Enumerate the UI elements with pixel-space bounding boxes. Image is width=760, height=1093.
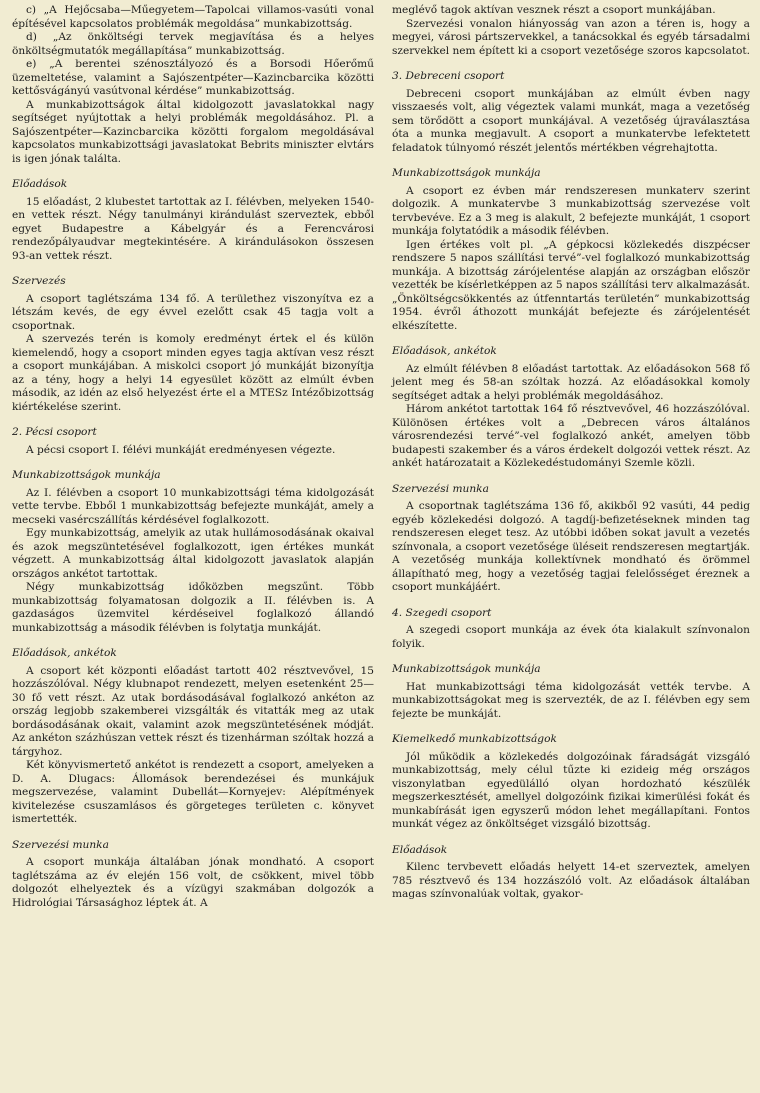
paragraph: Hat munkabizottsági téma kidolgozását vették tervbe. A munkabizottságokat meg is szervezték, de az I. félévben egy sem fejezte be munkáját. (392, 680, 750, 720)
section-heading-eloadasok-anketok: Előadások, ankétok (12, 647, 117, 659)
section-heading-szervezesi-munka: Szervezési munka (392, 482, 489, 495)
section-heading-pecsi-csoport: 2. Pécsi csoport (12, 426, 97, 438)
paragraph: A csoport két központi előadást tartott 402 résztvevővel, 15 hozzászólóval. Négy klubnapot rendezett, melyen esetenként 25—30 fő vett részt. Az utak bordásodásával foglalkozó ankéton az ország legjobb szakemberei vizsgálták és vitatták meg az utak bordásodásának okait, valamint azok megszüntetésének módját. Az ankéton százhúszan vettek részt és tizenhárman szóltak hozzá a tárgyhoz. (12, 664, 374, 758)
paragraph: A pécsi csoport I. félévi munkáját eredményesen végezte. (26, 443, 336, 456)
paragraph: Szervezési vonalon hiányosság van azon a téren is, hogy a megyei, városi pártszervekkel, a tanácsokkal és egyéb társadalmi szervekkel nem épített ki a csoport vezetősége szoros kapcsolatot. (392, 17, 751, 57)
paragraph: Debreceni csoport munkájában az elmúlt évben nagy visszaesés volt, alig végeztek valami munkát, maga a vezetőség sem törődött a csoport munkájával. A vezetőség újraválasztása óta a munka megjavult. A csoport a munkatervbe lefektetett feladatok túlnyomó részét jelentős mértékben végrehajtotta. (392, 87, 750, 154)
section-heading-eloadasok-anketok: Előadások, ankétok (392, 345, 497, 357)
paragraph: A munkabizottságok által kidolgozott javaslatokkal nagy segítséget nyújtottak a helyi problémák megoldásához. Pl. a Sajószentpéter—Kazincbarcika közötti forgalom megoldásával kapcsolatos munkabizottsági javaslatokat Bebrits miniszter elvtárs is igen jónak találta. (12, 98, 374, 165)
section-heading-munkabizottsagok: Munkabizottságok munkája (392, 663, 541, 675)
section-heading-munkabizottsagok: Munkabizottságok munkája (12, 469, 161, 481)
paragraph: A szervezés terén is komoly eredményt értek el és külön kiemelendő, hogy a csoport minden egyes tagja aktívan vesz részt a csoport munkájában. A miskolci csoport jó munkáját bizonyítja az a tény, hogy a helyi 14 egyesület között az elmúlt évben második, az idén az első helyezést érte el a MTESz Intézőbizottság kiértékelése szerint. (12, 333, 374, 413)
paragraph: Jól működik a közlekedés dolgozóinak fáradságát vizsgáló munkabizottság, mely célul tűzte ki ezideig még országos viszonylatban egyedülálló olyan hordozható készülék megszerkesztését, amellyel dolgozóink fizikai kimerülési fokát és munkabírását igen egyszerű módon lehet megállapítani. Fontos munkát végez az önköltséget vizsgáló bizottság. (392, 750, 750, 830)
paragraph: Kilenc tervbevett előadás helyett 14-et szerveztek, amelyen 785 résztvevő és 134 hozzászóló volt. Az előadások általában magas színvonalúak voltak, gyakor- (392, 861, 750, 900)
paragraph: A csoport taglétszáma 134 fő. A területhez viszonyítva ez a létszám kevés, de egy évvel ezelőtt csak 45 tagja volt a csoportnak. (12, 292, 374, 332)
section-heading-debreceni-csoport: 3. Debreceni csoport (392, 70, 505, 82)
paragraph: A szegedi csoport munkája az évek óta kialakult színvonalon folyik. (392, 624, 750, 650)
section-heading-kiemelkedo: Kiemelkedő munkabizottságok (392, 733, 557, 745)
paragraph: Négy munkabizottság időközben megszűnt. Több munkabizottság folyamatosan dolgozik a II. félévben is. A gazdaságos üzemvitel kérdéseivel foglalkozó állandó munkabizottság a második félévben is folytatja munkáját. (12, 581, 374, 634)
paragraph: Az elmúlt félévben 8 előadást tartottak. Az előadásokon 568 fő jelent meg és 58-an szóltak hozzá. Az előadásokkal komoly segítséget adtak a helyi problémák megoldásához. (392, 362, 750, 402)
paragraph: Az I. félévben a csoport 10 munkabizottsági téma kidolgozását vette tervbe. Ebből 1 munkabizottság befejezte munkáját, amely a mecseki vasércszállítás kérdésével foglalkozott. (12, 486, 374, 526)
right-column (392, 4, 750, 902)
paragraph: Három ankétot tartottak 164 fő résztvevővel, 46 hozzászólóval. Különösen értékes volt a „Debrecen város általános városrendezési tervé”-vel foglalkozó ankét, amelyen több budapesti szakember és a város érdekelt dolgozói vettek részt. Az ankét határozatait a Közlekedéstudományi Szemle közli. (392, 403, 750, 469)
left-column (12, 4, 374, 910)
section-heading-szegedi-csoport: 4. Szegedi csoport (392, 606, 492, 619)
section-heading-szervezes: Szervezés (12, 275, 66, 287)
paragraph: A csoportnak taglétszáma 136 fő, akikből 92 vasúti, 44 pedig egyéb közlekedési dolgozó. A tagdíj-befizetéseknek minden tag rendszeresen eleget tesz. Az utóbbi időben sokat javult a vezetés színvonala, a csoport vezetősége üléseit rendszeresen megtartják. A vezetőség munkája kollektívnek mondható és örömmel állapítható meg, hogy a vezetőség tagjai felelősséget éreznek a csoport munkájáért. (392, 500, 750, 593)
paragraph-item-c: c) „A Hejőcsaba—Műegyetem—Tapolcai villamos-vasúti vonal építésével kapcsolatos problémák megoldása” munkabizottság. (12, 4, 374, 30)
section-heading-szervezesi-munka: Szervezési munka (12, 838, 109, 851)
paragraph-item-e: e) „A berentei szénosztályozó és a Borsodi Hőerőmű üzemeltetése, valamint a Sajószentpéter—Kazincbarcika közötti kettősvágányú vasútvonal kérdése” munkabizottság. (12, 58, 374, 97)
paragraph: 15 előadást, 2 klubestet tartottak az I. félévben, melyeken 1540-en vettek részt. Négy tanulmányi kirándulást szerveztek, ebből egyet Budapestre a Kábelgyár és a Ferencvárosi rendezőpályaudvar megtekintésére. A kirándulásokon összesen 93-an vettek részt. (12, 195, 374, 262)
paragraph: Igen értékes volt pl. „A gépkocsi közlekedés diszpécser rendszere 5 napos szállítási tervé”-vel foglalkozó munkabizottság munkája. A bizottság zárójelentése alapján az országban először vezették be kísérletképpen az 5 napos szállítási terv alkalmazását. „Önköltségcsökkentés az útfenntartás területén” munkabizottság 1954. évről áthozott munkáját befejezte és zárójelentését elkészítette. (392, 238, 750, 332)
paragraph: Két könyvismertető ankétot is rendezett a csoport, amelyeken a D. A. Dlugacs: Állomások berendezései és munkájuk megszervezése, valamint Dubellát—Kornyejev: Alépítmények kivitelezése csuszamlásos és görgeteges területen c. könyvet ismertették. (12, 759, 374, 825)
section-heading-munkabizottsagok: Munkabizottságok munkája (392, 167, 541, 179)
section-heading-eloadasok: Előadások (12, 178, 68, 190)
paragraph-item-d: d) „Az önköltségi tervek megjavítása és a helyes önköltségmutatók megállapítása” munkabizottság. (12, 31, 374, 57)
paragraph: A csoport ez évben már rendszeresen munkaterv szerint dolgozik. A munkatervbe 3 munkabizottság szervezése volt tervbevéve. Ez a 3 meg is alakult, 2 befejezte munkáját, 1 csoport munkája folytatódik a második félévben. (392, 184, 750, 237)
paragraph: meglévő tagok aktívan vesznek részt a csoport munkájában. (392, 4, 716, 16)
paragraph: Egy munkabizottság, amelyik az utak hullámosodásának okaival és azok megszüntetésével foglalkozott, igen értékes munkát végzett. A munkabizottság által kidolgozott javaslatok alapján országos ankétot tartottak. (12, 527, 374, 580)
section-heading-eloadasok: Előadások (392, 843, 448, 856)
paragraph: A csoport munkája általában jónak mondható. A csoport taglétszáma az év elején 156 volt, de csökkent, mivel több dolgozót elhelyeztek és a vízügyi szakmában dolgozók a Hidrológiai Társasághoz léptek át. A (12, 856, 374, 909)
